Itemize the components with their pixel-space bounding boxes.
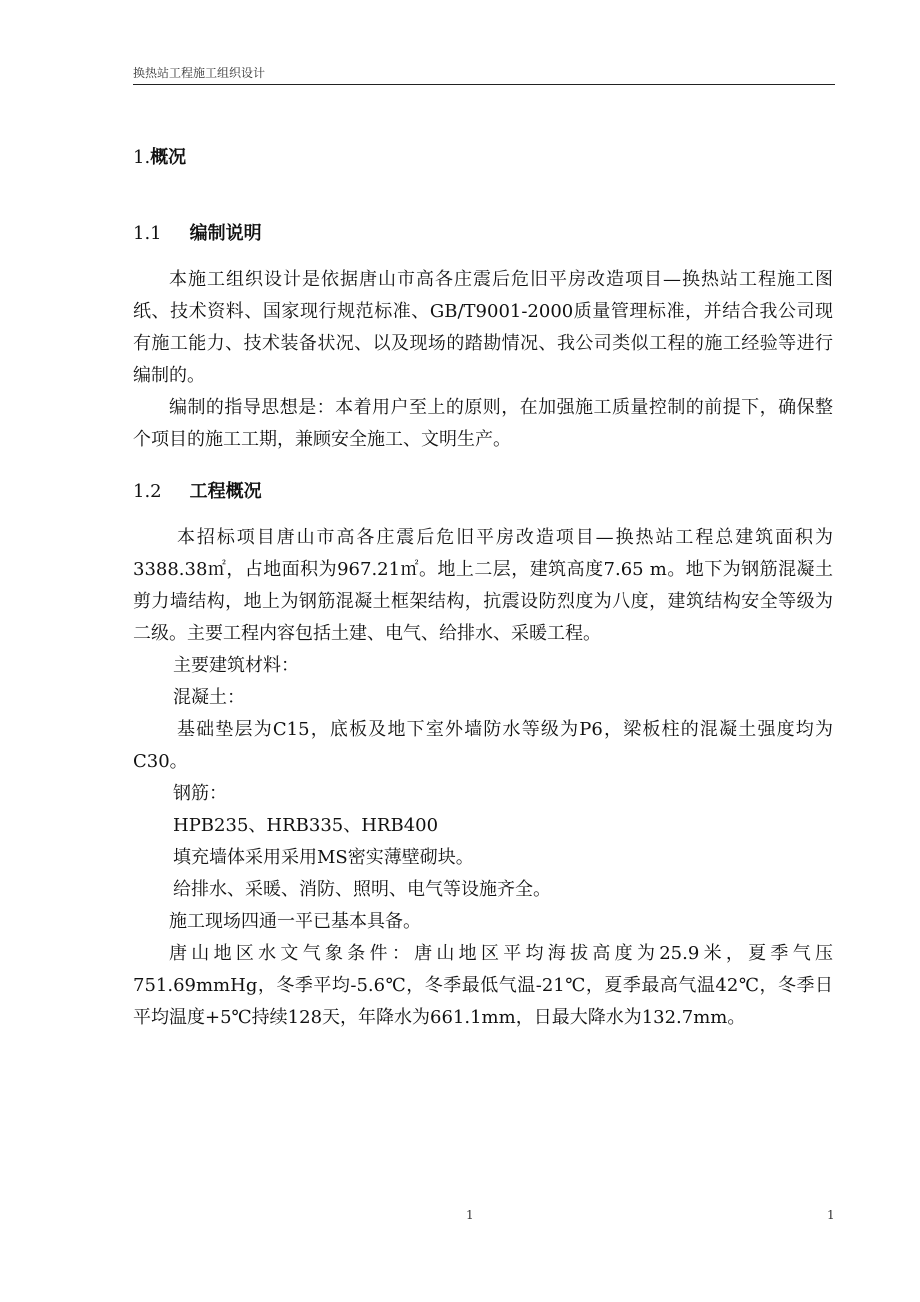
- materials-label: 主要建筑材料：: [173, 655, 299, 676]
- climate-text: 唐山地区水文气象条件：唐山地区平均海拔高度为25.9米，夏季气压751.69mmHg，冬季平均-5.6℃，冬季最低气温-21℃，夏季最高气温42℃，冬季日平均温度+5℃持续128天，年降水为661.1mm，日最大降水为132.7mm。: [133, 943, 833, 1028]
- rebar-label: 钢筋：: [173, 783, 227, 804]
- wall-text: 填充墙体采用采用MS密实薄壁砌块。: [173, 847, 474, 868]
- section-1-title: 概况: [150, 147, 187, 168]
- concrete-text: 基础垫层为C15，底板及地下室外墙防水等级为P6，梁板柱的混凝土强度均为C30。: [133, 719, 833, 772]
- site-text: 施工现场四通一平已基本具备。: [169, 911, 421, 932]
- section-1-2-heading: [133, 476, 833, 508]
- rebar-text: HPB235、HRB335、HRB400: [173, 815, 439, 836]
- facilities-text: 给排水、采暖、消防、照明、电气等设施齐全。: [173, 879, 551, 900]
- page-number-center: 1: [466, 1208, 474, 1222]
- page-number-right: 1: [827, 1208, 835, 1222]
- section-1-1-number: 1.1: [133, 223, 162, 244]
- section-1-1-heading: [133, 218, 833, 250]
- section-1-1-title: 编制说明: [189, 223, 262, 244]
- paragraph-basis: 本施工组织设计是依据唐山市高各庄震后危旧平房改造项目—换热站工程施工图纸、技术资料、国家现行规范标准、GB/T9001-2000质量管理标准，并结合我公司现有施工能力、技术装备状况、以及现场的踏勘情况、我公司类似工程的施工经验等进行编制的。: [133, 269, 833, 386]
- section-1-heading: [133, 142, 833, 174]
- page-header: [133, 64, 835, 85]
- header-title: 换热站工程施工组织设计: [133, 66, 266, 80]
- section-1-2-body: [133, 522, 833, 1034]
- section-1-2-number: 1.2: [133, 481, 162, 502]
- document-body: [133, 140, 833, 1034]
- paragraph-project-intro: 本招标项目唐山市高各庄震后危旧平房改造项目—换热站工程总建筑面积为3388.38㎡，占地面积为967.21㎡。地上二层，建筑高度7.65 m。地下为钢筋混凝土剪力墙结构，地上为钢筋混凝土框架结构，抗震设防烈度为八度，建筑结构安全等级为二级。主要工程内容包括土建、电气、给排水、采暖工程。: [133, 527, 833, 644]
- section-1-1-body: [133, 264, 833, 456]
- concrete-label: 混凝土：: [173, 687, 245, 708]
- section-1-number: 1.: [133, 147, 151, 168]
- paragraph-guiding-idea: 编制的指导思想是：本着用户至上的原则，在加强施工质量控制的前提下，确保整个项目的施工工期，兼顾安全施工、文明生产。: [133, 397, 833, 450]
- section-1-2-title: 工程概况: [189, 481, 262, 502]
